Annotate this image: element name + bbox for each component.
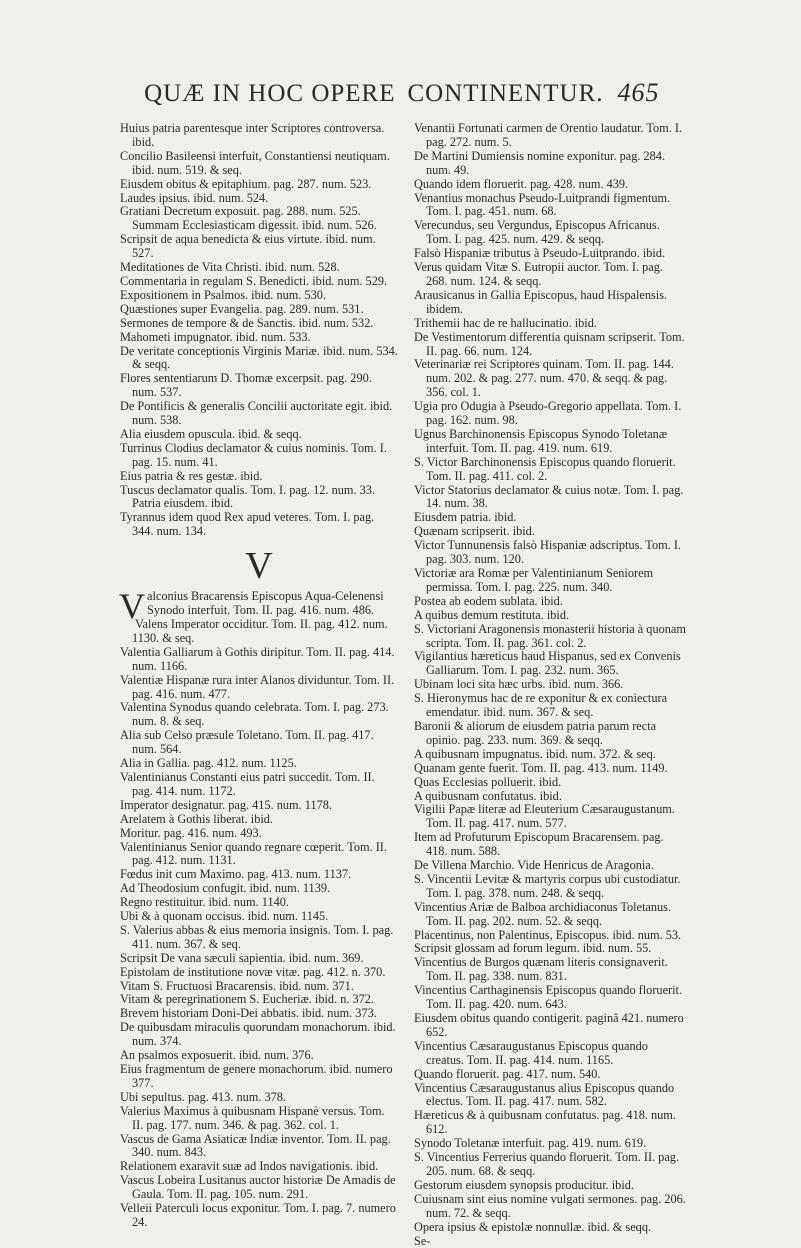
index-entry: Moritur. pag. 416. num. 493. xyxy=(120,827,398,841)
index-entry: S. Hieronymus hac de re exponitur & ex coniectura emendatur. ibid. num. 367. & seq. xyxy=(414,692,686,720)
index-entry: Ubinam loci sita hæc urbs. ibid. num. 366. xyxy=(414,678,686,692)
index-entry: Opera ipsius & epistolæ nonnullæ. ibid. & seqq. xyxy=(414,1221,686,1235)
index-entry: Item ad Profuturum Episcopum Bracarensem. pag. 418. num. 588. xyxy=(414,831,686,859)
index-entry: Vincentius Cæsaraugustanus alius Episcopus quando electus. Tom. II. pag. 417. num. 582. xyxy=(414,1082,686,1110)
index-entry: Vitam & peregrinationem S. Eucheriæ. ibid. n. 372. xyxy=(120,993,398,1007)
index-entry: Quando floruerit. pag. 417. num. 540. xyxy=(414,1068,686,1082)
index-entry: Ubi sepultus. pag. 413. num. 378. xyxy=(120,1091,398,1105)
index-entry: Quanam gente fuerit. Tom. II. pag. 413. num. 1149. xyxy=(414,762,686,776)
index-entry: A quibus demum restituta. ibid. xyxy=(414,609,686,623)
index-entry: Meditationes de Vita Christi. ibid. num. 528. xyxy=(120,261,398,275)
index-entry: Alia in Gallia. pag. 412. num. 1125. xyxy=(120,757,398,771)
page-number: 465 xyxy=(618,78,660,107)
index-entry: Quænam scripserit. ibid. xyxy=(414,525,686,539)
index-entry: Commentaria in regulam S. Benedicti. ibid. num. 529. xyxy=(120,275,398,289)
index-entry: Alia eiusdem opuscula. ibid. & seqq. xyxy=(120,428,398,442)
index-entry: Eius patria & res gestæ. ibid. xyxy=(120,470,398,484)
right-column xyxy=(414,122,686,1248)
index-entry: Valentinianus Senior quando regnare cœperit. Tom. II. pag. 412. num. 1131. xyxy=(120,841,398,869)
index-entry: Valens Imperator occiditur. Tom. II. pag. 412. num. 1130. & seq. xyxy=(120,618,398,646)
index-entry: Valentina Synodus quando celebrata. Tom. I. pag. 273. num. 8. & seq. xyxy=(120,701,398,729)
v-first-entry-text: alconius Bracarensis Episcopus Aqua-Celenensi Synodo interfuit. Tom. II. pag. 416. num. 486. xyxy=(147,589,384,617)
index-entry: Victor Tunnunensis falsò Hispaniæ adscriptus. Tom. I. pag. 303. num. 120. xyxy=(414,539,686,567)
index-entry: Epistolam de institutione novæ vitæ. pag. 412. n. 370. xyxy=(120,966,398,980)
index-entry: Eius fragmentum de genere monachorum. ibid. numero 377. xyxy=(120,1063,398,1091)
index-entry: Vascus de Gama Asiaticæ Indiæ inventor. Tom. II. pag. 340. num. 843. xyxy=(120,1133,398,1161)
header-right-text: CONTINENTUR. xyxy=(408,80,604,107)
index-entry: A quibusnam impugnatus. ibid. num. 372. & seq. xyxy=(414,748,686,762)
index-entry: De Villena Marchio. Vide Henricus de Aragonia. xyxy=(414,859,686,873)
index-entry: Gestorum eiusdem synopsis producitur. ibid. xyxy=(414,1179,686,1193)
index-entry: Tyrannus idem quod Rex apud veteres. Tom. I. pag. 344. num. 134. xyxy=(120,511,398,539)
index-entry: De Vestimentorum differentia quisnam scripserit. Tom. II. pag. 66. num. 124. xyxy=(414,331,686,359)
header-left-title: QUÆ IN HOC OPERE xyxy=(118,80,408,108)
index-entry: Baronii & aliorum de eiusdem patria parum recta opinio. pag. 233. num. 369. & seqq. xyxy=(414,720,686,748)
index-entry: Sermones de tempore & de Sanctis. ibid. num. 532. xyxy=(120,317,398,331)
index-entry: Se- xyxy=(414,1235,686,1248)
index-entry: Venantii Fortunati carmen de Orentio laudatur. Tom. I. pag. 272. num. 5. xyxy=(414,122,686,150)
index-entry: Hæreticus & à quibusnam confutatus. pag. 418. num. 612. xyxy=(414,1109,686,1137)
index-entry: Eiusdem patria. ibid. xyxy=(414,511,686,525)
index-entry: Laudes ipsius. ibid. num. 524. xyxy=(120,192,398,206)
index-entry: S. Victoriani Aragonensis monasterii historia à quonam scripta. Tom. II. pag. 361. col. 2. xyxy=(414,623,686,651)
left-entries xyxy=(120,122,398,539)
index-entry: S. Vincentius Ferrerius quando floruerit. Tom. II. pag. 205. num. 68. & seqq. xyxy=(414,1151,686,1179)
index-entry: Vitam S. Fructuosi Bracarensis. ibid. num. 371. xyxy=(120,980,398,994)
index-entry: Flores sententiarum D. Thomæ excerpsit. pag. 290. num. 537. xyxy=(120,372,398,400)
index-entry: Gratiani Decretum exposuit. pag. 288. num. 525. Summam Ecclesiasticam digessit. ibid. num. 526. xyxy=(120,205,398,233)
index-entry: Concilio Basileensi interfuit, Constantiensi neutiquam. ibid. num. 519. & seq. xyxy=(120,150,398,178)
index-entry: Victoriæ ara Romæ per Valentinianum Seniorem permissa. Tom. I. pag. 225. num. 340. xyxy=(414,567,686,595)
index-entry: Cuiusnam sint eius nomine vulgati sermones. pag. 206. num. 72. & seqq. xyxy=(414,1193,686,1221)
index-entry: Quas Ecclesias polluerit. ibid. xyxy=(414,776,686,790)
index-entry: Scripsit de aqua benedicta & eius virtute. ibid. num. 527. xyxy=(120,233,398,261)
index-entry: Vincentius de Burgos quænam literis consignaverit. Tom. II. pag. 338. num. 831. xyxy=(414,956,686,984)
index-entry: Relationem exaravit suæ ad Indos navigationis. ibid. xyxy=(120,1160,398,1174)
index-entry: Placentinus, non Palentinus, Episcopus. ibid. num. 53. xyxy=(414,929,686,943)
index-entry: Ugia pro Odugia à Pseudo-Gregorio appellata. Tom. I. pag. 162. num. 98. xyxy=(414,400,686,428)
index-entry: Vigilantius hæreticus haud Hispanus, sed ex Convenis Galliarum. Tom. I. pag. 232. num. 365. xyxy=(414,650,686,678)
index-entry: Ugnus Barchinonensis Episcopus Synodo Toletanæ interfuit. Tom. II. pag. 419. num. 619. xyxy=(414,428,686,456)
index-entry: Ubi & à quonam occisus. ibid. num. 1145. xyxy=(120,910,398,924)
index-entry: Valerius Maximus à quibusnam Hispanè versus. Tom. II. pag. 177. num. 346. & pag. 362. col. 1. xyxy=(120,1105,398,1133)
index-entry: Scripsit De vana sæculi sapientia. ibid. num. 369. xyxy=(120,952,398,966)
index-entry: S. Valerius abbas & eius memoria insignis. Tom. I. pag. 411. num. 367. & seq. xyxy=(120,924,398,952)
index-entry: Quæstiones super Evangelia. pag. 289. num. 531. xyxy=(120,303,398,317)
index-entry: De veritate conceptionis Virginis Mariæ. ibid. num. 534. & seqq. xyxy=(120,345,398,373)
index-entry: Victor Statorius declamator & cuius notæ. Tom. I. pag. 14. num. 38. xyxy=(414,484,686,512)
index-entry: Valentiæ Hispanæ rura inter Alanos dividuntur. Tom. II. pag. 416. num. 477. xyxy=(120,674,398,702)
index-entry: Brevem historiam Doni-Dei abbatis. ibid. num. 373. xyxy=(120,1007,398,1021)
index-entry: Postea ab eodem sublata. ibid. xyxy=(414,595,686,609)
index-entry: Expositionem in Psalmos. ibid. num. 530. xyxy=(120,289,398,303)
index-entry: Turrinus Clodius declamator & cuius nominis. Tom. I. pag. 15. num. 41. xyxy=(120,442,398,470)
index-entry: S. Vincentii Levitæ & martyris corpus ubi custodiatur. Tom. I. pag. 378. num. 248. & seqq. xyxy=(414,873,686,901)
drop-cap: V xyxy=(119,590,145,621)
running-header xyxy=(118,78,685,118)
index-entry: Alia sub Celso præsule Toletano. Tom. II. pag. 417. num. 564. xyxy=(120,729,398,757)
index-entry: De Pontificis & generalis Concilii auctoritate egit. ibid. num. 538. xyxy=(120,400,398,428)
index-entry: Valentia Galliarum à Gothis diripitur. Tom. II. pag. 414. num. 1166. xyxy=(120,646,398,674)
index-entry: Scripsit glossam ad forum legum. ibid. num. 55. xyxy=(414,942,686,956)
index-entry: Vigilii Papæ literæ ad Eleuterium Cæsaraugustanum. Tom. II. pag. 417. num. 577. xyxy=(414,803,686,831)
index-entry: Verus quidam Vitæ S. Eutropii auctor. Tom. I. pag. 268. num. 124. & seqq. xyxy=(414,261,686,289)
index-entry: Mahometi impugnator. ibid. num. 533. xyxy=(120,331,398,345)
right-entries xyxy=(414,122,686,1248)
index-entry: Ad Theodosium confugit. ibid. num. 1139. xyxy=(120,882,398,896)
index-entry: A quibusnam confutatus. ibid. xyxy=(414,790,686,804)
index-entry: Vincentius Ariæ de Balboa archidiaconus Toletanus. Tom. II. pag. 202. num. 52. & seqq. xyxy=(414,901,686,929)
index-entry: Arelatem à Gothis liberat. ibid. xyxy=(120,813,398,827)
index-entry: Regno restituitur. ibid. num. 1140. xyxy=(120,896,398,910)
index-entry: Synodo Toletanæ interfuit. pag. 419. num. 619. xyxy=(414,1137,686,1151)
index-entry: Fœdus init cum Maximo. pag. 413. num. 1137. xyxy=(120,868,398,882)
index-entry: Eiusdem obitus & epitaphium. pag. 287. num. 523. xyxy=(120,178,398,192)
index-entry: Vascus Lobeira Lusitanus auctor historiæ De Amadis de Gaula. Tom. II. pag. 105. num. 291. xyxy=(120,1174,398,1202)
section-letter-v: V xyxy=(120,546,398,586)
index-entry: Quando idem floruerit. pag. 428. num. 439. xyxy=(414,178,686,192)
index-entry: Trithemii hac de re hallucinatio. ibid. xyxy=(414,317,686,331)
index-entry: Huius patria parentesque inter Scriptores controversa. ibid. xyxy=(120,122,398,150)
index-entry: Velleii Paterculi locus exponitur. Tom. I. pag. 7. numero 24. xyxy=(120,1202,398,1230)
index-entry: Falsò Hispaniæ tributus à Pseudo-Luitprando. ibid. xyxy=(414,247,686,261)
index-entry: Venantius monachus Pseudo-Luitprandi figmentum. Tom. I. pag. 451. num. 68. xyxy=(414,192,686,220)
index-entry: De Martini Dumiensis nomine exponitur. pag. 284. num. 49. xyxy=(414,150,686,178)
index-entry: Arausicanus in Gallia Episcopus, haud Hispalensis. ibidem. xyxy=(414,289,686,317)
v-first-entry xyxy=(120,590,398,618)
index-entry: S. Victor Barchinonensis Episcopus quando floruerit. Tom. II. pag. 411. col. 2. xyxy=(414,456,686,484)
index-entry: Valentinianus Constanti eius patri succedit. Tom. II. pag. 414. num. 1172. xyxy=(120,771,398,799)
left-column xyxy=(120,122,398,1230)
index-entry: Imperator designatur. pag. 415. num. 1178. xyxy=(120,799,398,813)
index-entry: Vincentius Carthaginensis Episcopus quando floruerit. Tom. II. pag. 420. num. 643. xyxy=(414,984,686,1012)
index-entry: Vincentius Cæsaraugustanus Episcopus quando creatus. Tom. II. pag. 414. num. 1165. xyxy=(414,1040,686,1068)
v-entries xyxy=(120,618,398,1230)
index-entry: Tuscus declamator qualis. Tom. I. pag. 12. num. 33. Patria eiusdem. ibid. xyxy=(120,484,398,512)
index-entry: De quibusdam miraculis quorundam monachorum. ibid. num. 374. xyxy=(120,1021,398,1049)
index-entry: An psalmos exposuerit. ibid. num. 376. xyxy=(120,1049,398,1063)
index-entry: Veterinariæ rei Scriptores quinam. Tom. II. pag. 144. num. 202. & pag. 277. num. 470. & seqq. & pag. 356. col. 1. xyxy=(414,358,686,400)
index-entry: Verecundus, seu Vergundus, Episcopus Africanus. Tom. I. pag. 425. num. 429. & seqq. xyxy=(414,219,686,247)
index-entry: Eiusdem obitus quando contigerit. paginâ 421. numero 652. xyxy=(414,1012,686,1040)
header-right-title xyxy=(408,78,686,108)
